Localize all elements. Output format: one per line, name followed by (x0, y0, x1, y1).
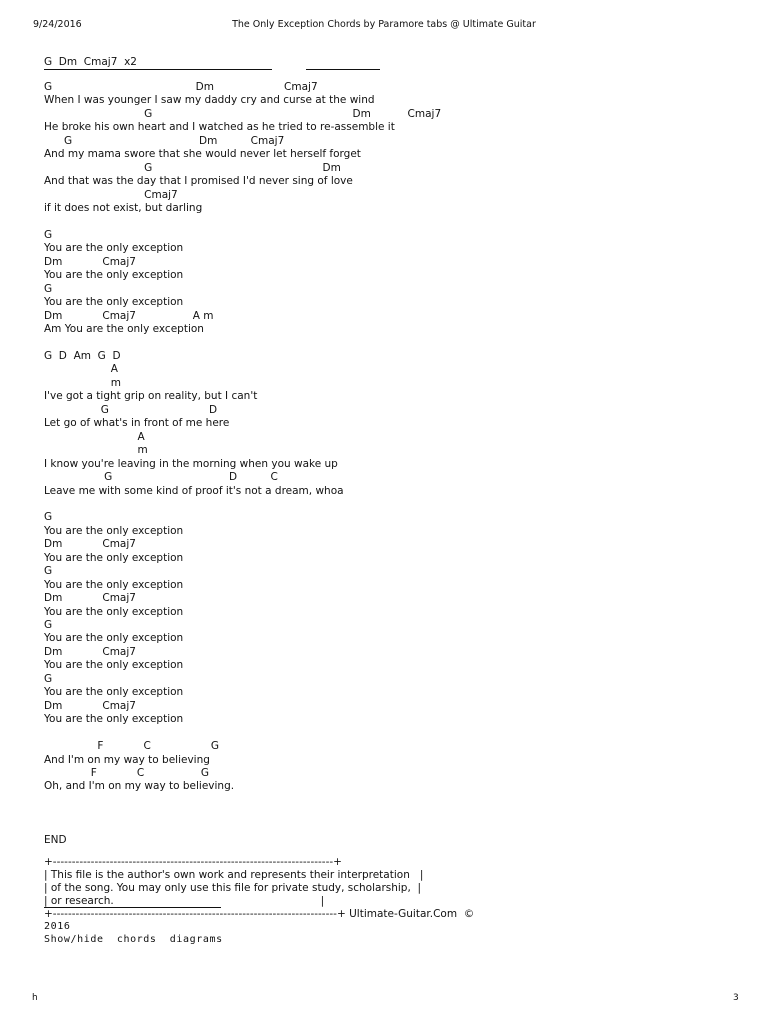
lyric-line: G (44, 619, 53, 631)
lyric-line: You are the only exception (44, 713, 184, 726)
lyric-line: When I was younger I saw my daddy cry and curse at the wind (44, 94, 375, 107)
notice-top-border: +--------------------------------------------------------------------------+ (44, 856, 342, 868)
print-date: 9/24/2016 (33, 19, 82, 30)
lyric-line: A (44, 363, 118, 376)
lyric-line: You are the only exception (44, 578, 184, 591)
lyric-line: You are the only exception (44, 686, 184, 699)
lyric-line: You are the only exception (44, 605, 184, 618)
notice-line-2: | of the song. You may only use this file for private study, scholarship, | (44, 882, 422, 894)
lyric-line: Dm Cmaj7 A m (44, 309, 214, 322)
lyric-line: A (44, 430, 145, 443)
lyric-line: Let go of what's in front of me here (44, 417, 230, 430)
show-hide-chords-link[interactable]: Show/hide chords diagrams (44, 934, 223, 945)
lyric-line: You are the only exception (44, 551, 184, 564)
page-number: 3 (733, 993, 739, 1003)
lyric-line: You are the only exception (44, 269, 184, 282)
lyric-line: G (44, 565, 53, 578)
lyric-line: I know you're leaving in the morning when you wake up (44, 457, 338, 470)
lyric-line: G D Am G D (44, 350, 121, 362)
lyric-line: You are the only exception (44, 659, 184, 672)
notice-bottom-border: +---------------------------------------------------------------------------+ Ultimate-Guitar.Com © (44, 908, 475, 920)
footer-url-fragment: h (32, 993, 38, 1003)
lyric-line: And that was the day that I promised I'd never sing of love (44, 175, 353, 188)
lyric-line: if it does not exist, but darling (44, 202, 203, 215)
lyric-line: Dm Cmaj7 (44, 699, 136, 712)
lyric-line: You are the only exception (44, 524, 184, 537)
lyric-line: Leave me with some kind of proof it's not a dream, whoa (44, 484, 344, 497)
notice-line-1: | This file is the author's own work and represents their interpretation | (44, 869, 424, 881)
lyric-line: G Dm (44, 161, 341, 174)
lyric-line: Dm Cmaj7 (44, 645, 136, 658)
lyric-line: G D (44, 403, 218, 416)
lyric-line: G (44, 282, 53, 295)
lyric-line: G Dm Cmaj7 (44, 134, 285, 147)
lyric-line: G (44, 511, 53, 524)
intro-underline (44, 69, 272, 70)
lyric-line: F C G (44, 766, 210, 779)
lyric-line: G Dm Cmaj7 (44, 107, 442, 120)
lyric-line: Cmaj7 (44, 188, 178, 201)
page-title: The Only Exception Chords by Paramore tabs @ Ultimate Guitar (232, 19, 536, 30)
lyric-line: Dm Cmaj7 (44, 538, 136, 551)
intro-underline-2 (306, 69, 380, 70)
lyric-line: And my mama swore that she would never let herself forget (44, 148, 361, 161)
lyric-line: Dm Cmaj7 (44, 592, 136, 605)
notice-line-3: | or research. | (44, 895, 325, 907)
copyright-year: 2016 (44, 921, 71, 932)
lyric-line: Oh, and I'm on my way to believing. (44, 780, 235, 793)
lyric-line: You are the only exception (44, 242, 184, 255)
lyric-line: G (44, 672, 53, 685)
lyric-line: Am You are the only exception (44, 323, 204, 336)
lyric-line: F C G (44, 740, 220, 753)
lyric-line: He broke his own heart and I watched as he tried to re-assemble it (44, 121, 395, 134)
lyric-line: Dm Cmaj7 (44, 255, 136, 268)
lyric-line: I've got a tight grip on reality, but I can't (44, 390, 258, 403)
intro-chords: G Dm Cmaj7 x2 (44, 56, 137, 68)
lyric-line: m (44, 376, 121, 389)
lyric-line: G (44, 228, 53, 241)
lyric-line: G D C (44, 471, 278, 484)
lyric-line: You are the only exception (44, 296, 184, 309)
lyric-line: END (44, 834, 67, 847)
lyric-line: G Dm Cmaj7 (44, 81, 318, 93)
lyric-line: m (44, 444, 148, 457)
lyric-line: And I'm on my way to believing (44, 753, 210, 766)
lyric-line: You are the only exception (44, 632, 184, 645)
